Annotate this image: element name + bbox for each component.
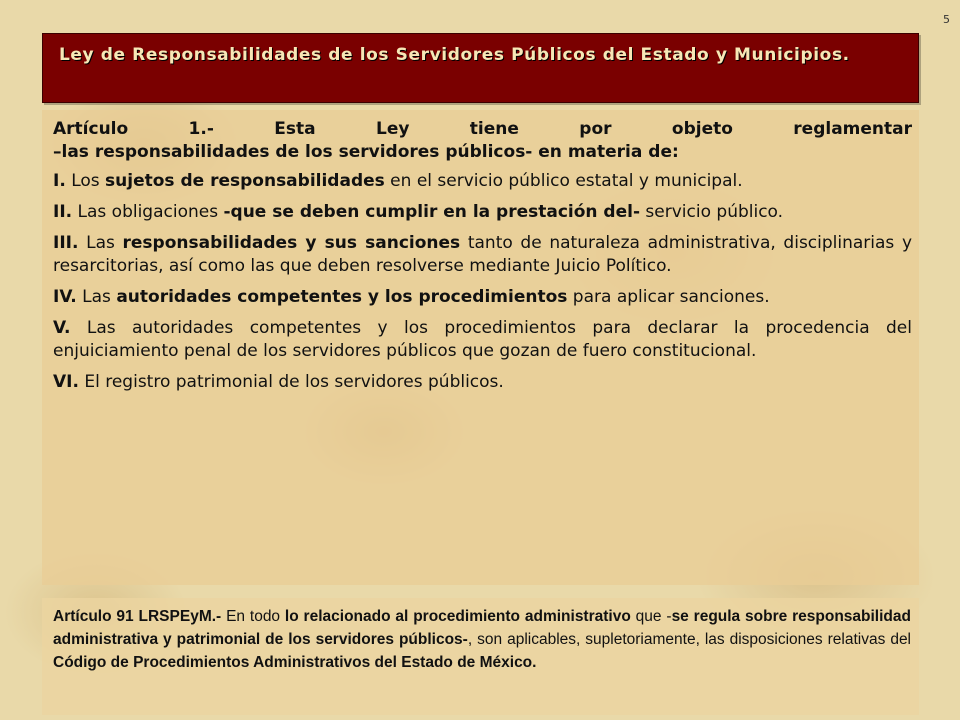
page-number: 5 — [943, 13, 950, 26]
title-banner — [42, 33, 919, 103]
item-number: II. — [53, 202, 73, 222]
item-number: IV. — [53, 287, 77, 307]
item-number: VI. — [53, 372, 79, 392]
list-item: II. Las obligaciones -que se deben cumplir en la prestación del- servicio público. — [53, 202, 784, 222]
item-number: III. — [53, 233, 79, 253]
list-item: VI. El registro patrimonial de los servidores públicos. — [53, 372, 504, 392]
list-item: III. Las responsabilidades y sus sanciones tanto de naturaleza administrativa, disciplinarias y resarcitorias, así como las que deben resolverse mediante Juicio Político. — [53, 233, 913, 276]
article-1-box — [42, 110, 919, 585]
item-number: V. — [53, 318, 71, 338]
slide-title: Ley de Responsabilidades de los Servidores Públicos del Estado y Municipios. — [59, 45, 850, 65]
article-91-heading: Artículo 91 LRSPEyM.- — [53, 608, 222, 625]
list-item: V. Las autoridades competentes y los procedimientos para declarar la procedencia del enjuiciamiento penal de los servidores públicos que gozan de fuero constitucional. — [53, 318, 912, 361]
list-item: IV. Las autoridades competentes y los procedimientos para aplicar sanciones. — [53, 287, 770, 307]
article-1-subject: –las responsabilidades de los servidores públicos- en materia de: — [53, 142, 679, 162]
article-91-text: Artículo 91 LRSPEyM.- En todo lo relacionado al procedimiento administrativo que -se regula sobre responsabilidad administrativa y patrimonial de los servidores públicos-, son aplicables, supletoriamente, las disposiciones relativas del Código de Procedimientos Administrativos del Estado de México. — [53, 608, 912, 672]
article-1-intro — [53, 118, 912, 164]
item-number: I. — [53, 171, 66, 191]
article-91-box — [42, 598, 919, 715]
list-item: I. Los sujetos de responsabilidades en el servicio público estatal y municipal. — [53, 171, 743, 191]
article-1-heading: Artículo 1.- Esta Ley tiene por objeto reglamentar — [53, 119, 912, 139]
